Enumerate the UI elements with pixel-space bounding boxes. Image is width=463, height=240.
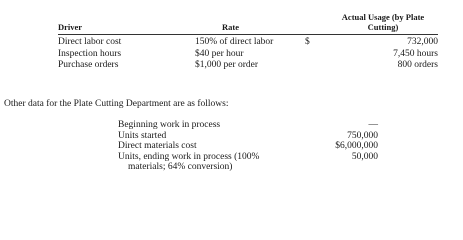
other-data-value: — bbox=[368, 120, 378, 130]
usage-value: 732,000 bbox=[407, 37, 438, 47]
driver-rate-table bbox=[58, 4, 438, 72]
driver-rate: 150% of direct labor bbox=[195, 37, 274, 47]
header-driver: Driver bbox=[58, 22, 83, 32]
other-data-label: Beginning work in process bbox=[118, 120, 221, 130]
intro-text: Other data for the Plate Cutting Department are as follows: bbox=[4, 99, 229, 109]
usage-value: 7,450 hours bbox=[393, 48, 438, 59]
driver-name: Purchase orders bbox=[58, 60, 119, 70]
table-row bbox=[58, 49, 438, 61]
other-data-label-line2: materials; 64% conversion) bbox=[128, 162, 233, 172]
header-actual-usage: Actual Usage (by Plate Cutting) bbox=[341, 12, 425, 32]
usage-value: 800 orders bbox=[397, 60, 438, 70]
other-data-label: Direct materials cost bbox=[118, 141, 197, 151]
usage-currency: $ bbox=[305, 37, 310, 47]
header-rate: Rate bbox=[222, 22, 239, 32]
other-data-row bbox=[118, 152, 378, 173]
table-row bbox=[58, 37, 438, 49]
table-header-row bbox=[58, 4, 438, 35]
table-row bbox=[58, 60, 438, 72]
driver-name: Direct labor cost bbox=[58, 37, 122, 47]
other-data-row bbox=[118, 131, 378, 142]
other-data-label: Units started bbox=[118, 130, 167, 141]
other-data-label bbox=[118, 152, 298, 173]
other-data-value: 50,000 bbox=[351, 151, 378, 162]
other-data-value: 750,000 bbox=[347, 130, 378, 141]
other-data-row bbox=[118, 120, 378, 131]
other-data-label-line1: Units, ending work in process (100% bbox=[118, 151, 260, 162]
driver-name: Inspection hours bbox=[58, 48, 122, 59]
driver-rate: $40 per hour bbox=[195, 48, 244, 59]
driver-rate: $1,000 per order bbox=[195, 60, 259, 70]
other-data-value: $6,000,000 bbox=[335, 141, 378, 151]
other-data-row bbox=[118, 141, 378, 152]
other-data-table bbox=[118, 120, 378, 173]
